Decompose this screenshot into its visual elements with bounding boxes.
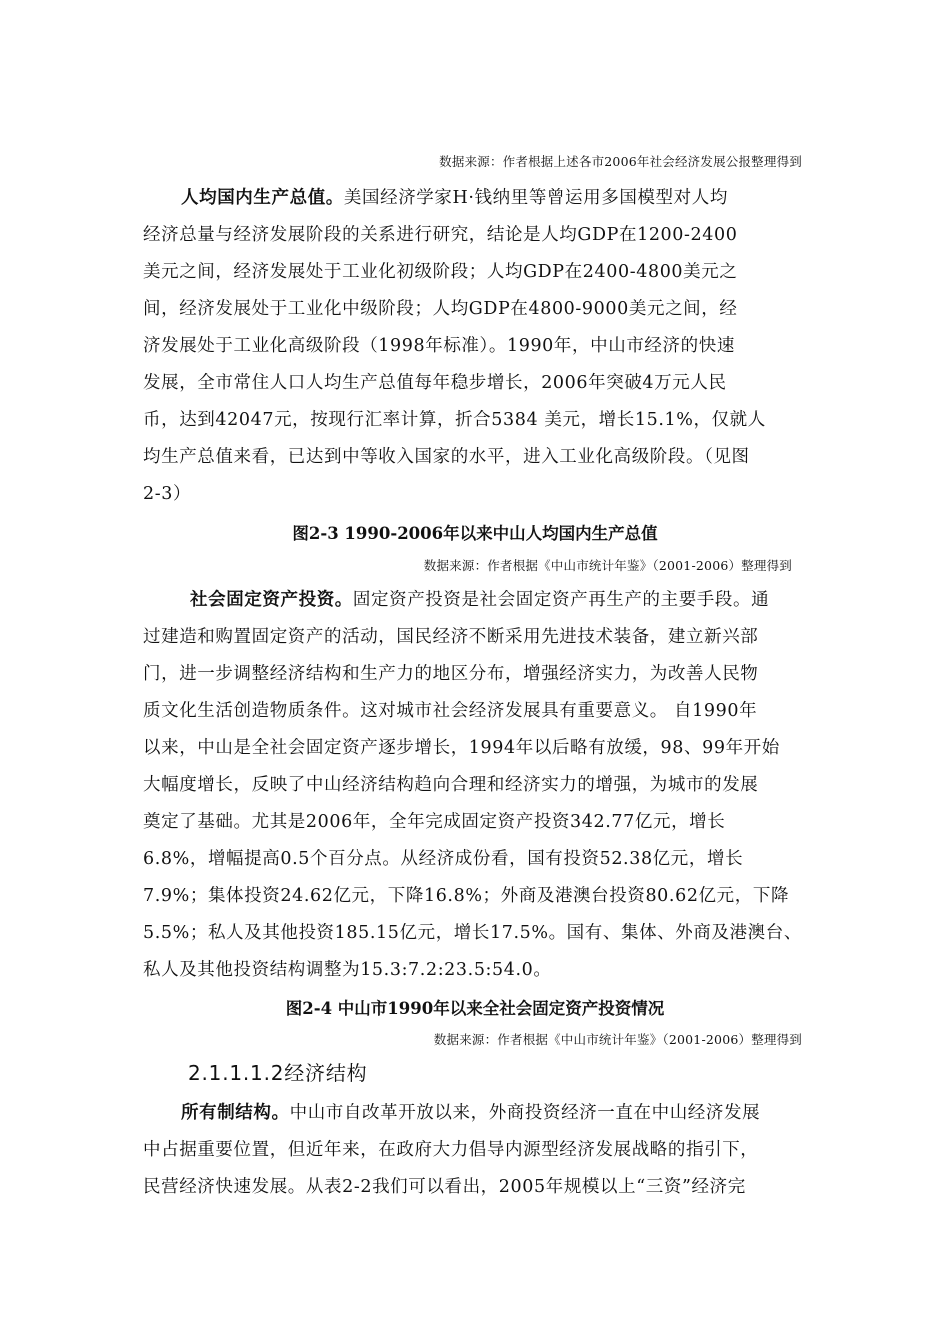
paragraph-line: 经济总量与经济发展阶段的关系进行研究，结论是人均GDP在1200-2400 bbox=[143, 225, 738, 245]
paragraph-line: 间，经济发展处于工业化中级阶段；人均GDP在4800-9000美元之间，经 bbox=[143, 299, 738, 319]
figure-caption-2-3: 图2-3 1990-2006年以来中山人均国内生产总值 bbox=[292, 524, 658, 543]
paragraph-line: 门，进一步调整经济结构和生产力的地区分布，增强经济实力，为改善人民物 bbox=[143, 664, 759, 684]
paragraph-line: 2-3） bbox=[143, 484, 192, 504]
paragraph-line: 6.8%，增幅提高0.5个百分点。从经济成份看，国有投资52.38亿元，增长 bbox=[143, 849, 744, 869]
paragraph-line: 以来，中山是全社会固定资产逐步增长，1994年以后略有放缓，98、99年开始 bbox=[143, 738, 780, 758]
bold-lead: 所有制结构。 bbox=[181, 1103, 290, 1123]
source-note-1: 数据来源：作者根据上述各市2006年社会经济发展公报整理得到 bbox=[439, 154, 802, 169]
source-note-3: 数据来源：作者根据《中山市统计年鉴》（2001-2006）整理得到 bbox=[433, 1032, 802, 1047]
paragraph-line: 济发展处于工业化高级阶段（1998年标准）。1990年，中山市经济的快速 bbox=[143, 336, 735, 356]
paragraph-line: 私人及其他投资结构调整为15.3:7.2:23.5:54.0。 bbox=[143, 960, 552, 980]
section-heading: 2.1.1.1.2经济结构 bbox=[188, 1061, 368, 1085]
paragraph-line: 7.9%；集体投资24.62亿元，下降16.8%；外商及港澳台投资80.62亿元，下降 bbox=[143, 886, 790, 906]
line-text: 美国经济学家H·钱纳里等曾运用多国模型对人均 bbox=[343, 188, 728, 208]
paragraph-line: 奠定了基础。尤其是2006年，全年完成固定资产投资342.77亿元，增长 bbox=[143, 812, 726, 832]
line-text: 中山市自改革开放以来，外商投资经济一直在中山经济发展 bbox=[289, 1103, 761, 1123]
paragraph-line: 大幅度增长，反映了中山经济结构趋向合理和经济实力的增强，为城市的发展 bbox=[143, 775, 759, 795]
paragraph-line: 中占据重要位置，但近年来，在政府大力倡导内源型经济发展战略的指引下， bbox=[143, 1140, 759, 1160]
paragraph-line: 质文化生活创造物质条件。这对城市社会经济发展具有重要意义。 自1990年 bbox=[143, 701, 758, 721]
paragraph-line: 美元之间，经济发展处于工业化初级阶段；人均GDP在2400-4800美元之 bbox=[143, 262, 738, 282]
figure-caption-2-4: 图2-4 中山市1990年以来全社会固定资产投资情况 bbox=[285, 999, 665, 1018]
paragraph-line: 民营经济快速发展。从表2-2我们可以看出，2005年规模以上“三资”经济完 bbox=[143, 1177, 746, 1197]
paragraph-line: 均生产总值来看，已达到中等收入国家的水平，进入工业化高级阶段。（见图 bbox=[143, 447, 750, 467]
paragraph-line bbox=[190, 586, 769, 611]
paragraph-line bbox=[181, 184, 728, 209]
bold-lead: 人均国内生产总值。 bbox=[181, 188, 344, 208]
bold-lead: 社会固定资产投资。 bbox=[190, 590, 353, 610]
paragraph-line bbox=[181, 1099, 760, 1124]
paragraph-line: 发展，全市常住人口人均生产总值每年稳步增长，2006年突破4万元人民 bbox=[143, 373, 727, 393]
line-text: 固定资产投资是社会固定资产再生产的主要手段。通 bbox=[352, 590, 770, 610]
paragraph-line: 5.5%；私人及其他投资185.15亿元，增长17.5%。国有、集体、外商及港澳台、 bbox=[143, 923, 802, 943]
paragraph-line: 币，达到42047元，按现行汇率计算，折合5384 美元，增长15.1%，仅就人 bbox=[143, 410, 766, 430]
source-note-2: 数据来源：作者根据《中山市统计年鉴》（2001-2006）整理得到 bbox=[423, 558, 792, 573]
paragraph-line: 过建造和购置固定资产的活动，国民经济不断采用先进技术装备，建立新兴部 bbox=[143, 627, 759, 647]
